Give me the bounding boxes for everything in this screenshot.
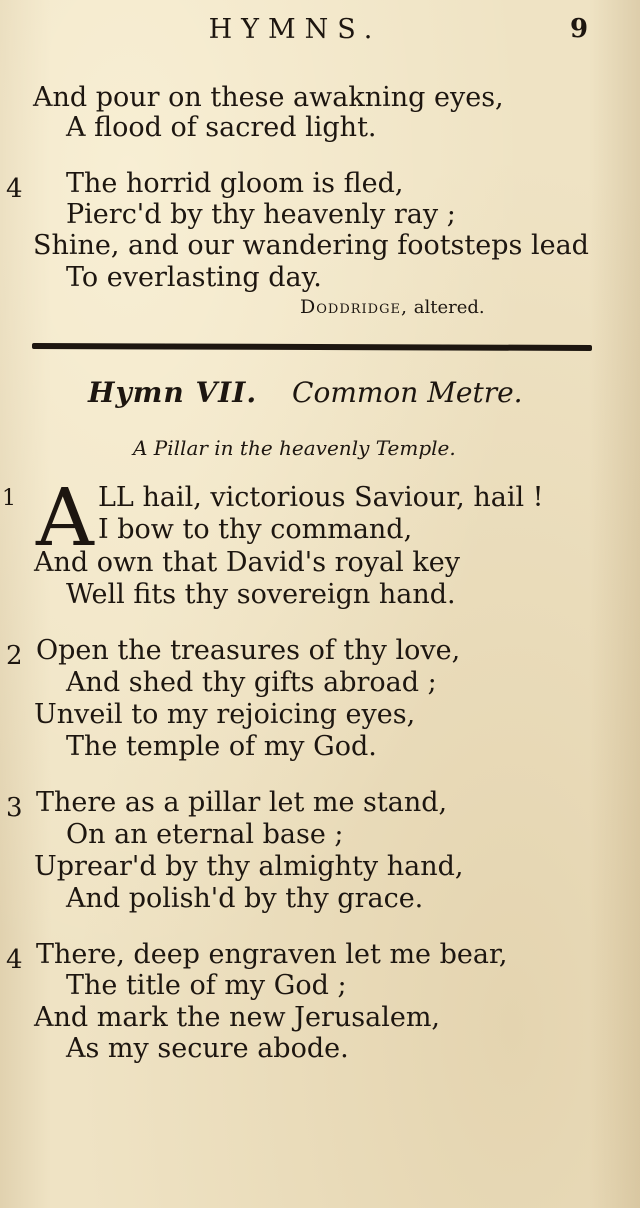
verse-line: There, deep engraven let me bear, [36,939,508,970]
hymn-subtitle: A Pillar in the heavenly Temple. [133,436,456,460]
section-divider [32,343,592,351]
verse-line: Well fits thy sovereign hand. [66,579,456,610]
verse-line: And own that David's royal key [34,547,460,578]
verse-line: And mark the new Jerusalem, [34,1002,441,1033]
stanza-number: 1 [2,486,16,511]
hymn-label: Hymn VII. [88,376,258,409]
attribution-author: Doddridge, [300,296,408,318]
attribution [300,296,485,318]
stanza-number: 3 [6,793,23,823]
verse-line: A flood of sacred light. [66,112,377,143]
stanza-number: 4 [6,945,23,975]
hymn-metre: Common Metre. [292,376,523,409]
verse-line: The title of my God ; [66,970,347,1001]
verse-line: Unveil to my rejoicing eyes, [34,699,416,730]
verse-line: And shed thy gifts abroad ; [66,667,437,698]
verse-line: And polish'd by thy grace. [66,883,424,914]
verse-line: On an eternal base ; [66,819,344,850]
hymn-heading [88,376,523,409]
drop-cap: A [36,471,94,564]
verse-line: Pierc'd by thy heavenly ray ; [66,199,456,230]
verse-line: The horrid gloom is fled, [66,168,404,199]
verse-line: To everlasting day. [66,262,322,293]
attribution-note: altered. [413,297,485,318]
stanza-number: 2 [6,641,23,671]
verse-line: Shine, and our wandering footsteps lead [33,230,589,261]
verse-line: LL hail, victorious Saviour, hail ! [98,482,544,513]
running-head: HYMNS. [208,14,382,45]
verse-line: I bow to thy command, [98,514,413,545]
verse-line: Uprear'd by thy almighty hand, [34,851,464,882]
verse-line: And pour on these awakning eyes, [33,82,504,113]
verse-line: The temple of my God. [66,731,377,762]
page-number: 9 [570,14,589,44]
verse-line: As my secure abode. [66,1033,349,1064]
stanza-number: 4 [6,174,23,204]
verse-line: There as a pillar let me stand, [36,787,448,818]
verse-line: Open the treasures of thy love, [36,635,461,666]
